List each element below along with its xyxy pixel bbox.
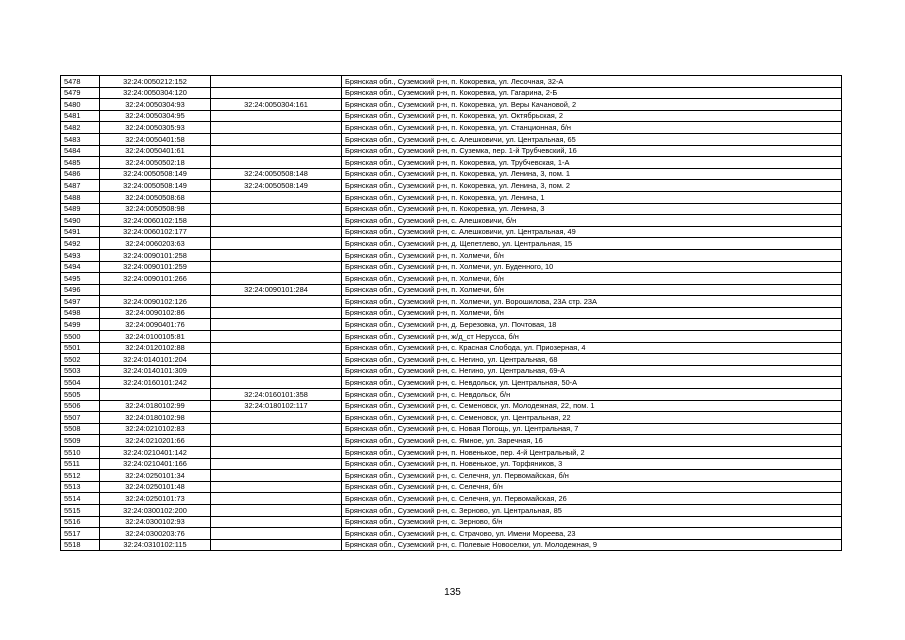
row-number-cell: 5503 bbox=[61, 365, 100, 377]
table-row bbox=[61, 307, 842, 319]
cadastral-number-cell: 32:24:0050508:149 bbox=[100, 180, 211, 192]
row-number-cell: 5484 bbox=[61, 145, 100, 157]
address-cell: Брянская обл., Суземский р-н, п. Холмечи, б/н bbox=[342, 249, 842, 261]
address-cell: Брянская обл., Суземский р-н, с. Полевые Новоселки, ул. Молодежная, 9 bbox=[342, 539, 842, 551]
address-cell: Брянская обл., Суземский р-н, с. Невдольск, б/н bbox=[342, 389, 842, 401]
row-number-cell: 5518 bbox=[61, 539, 100, 551]
address-cell: Брянская обл., Суземский р-н, с. Селечня, ул. Первомайская, 26 bbox=[342, 493, 842, 505]
cadastral-number-cell: 32:24:0300203:76 bbox=[100, 528, 211, 540]
linked-cadastral-number-cell bbox=[211, 76, 342, 88]
cadastral-number-cell: 32:24:0210102:83 bbox=[100, 423, 211, 435]
row-number-cell: 5500 bbox=[61, 331, 100, 343]
address-cell: Брянская обл., Суземский р-н, п. Кокоревка, ул. Ленина, 3, пом. 1 bbox=[342, 168, 842, 180]
address-cell: Брянская обл., Суземский р-н, п. Кокоревка, ул. Ленина, 1 bbox=[342, 191, 842, 203]
address-cell: Брянская обл., Суземский р-н, с. Семеновск, ул. Молодежная, 22, пом. 1 bbox=[342, 400, 842, 412]
row-number-cell: 5511 bbox=[61, 458, 100, 470]
linked-cadastral-number-cell bbox=[211, 307, 342, 319]
linked-cadastral-number-cell bbox=[211, 470, 342, 482]
cadastral-number-cell: 32:24:0050508:98 bbox=[100, 203, 211, 215]
linked-cadastral-number-cell bbox=[211, 133, 342, 145]
address-cell: Брянская обл., Суземский р-н, п. Кокоревка, ул. Гагарина, 2-Б bbox=[342, 87, 842, 99]
row-number-cell: 5483 bbox=[61, 133, 100, 145]
table-row bbox=[61, 319, 842, 331]
property-table-body bbox=[61, 76, 842, 551]
cadastral-number-cell: 32:24:0210401:166 bbox=[100, 458, 211, 470]
linked-cadastral-number-cell bbox=[211, 377, 342, 389]
address-cell: Брянская обл., Суземский р-н, д. Щепетлево, ул. Центральная, 15 bbox=[342, 238, 842, 250]
address-cell: Брянская обл., Суземский р-н, с. Негино, ул. Центральная, 69-А bbox=[342, 365, 842, 377]
linked-cadastral-number-cell bbox=[211, 122, 342, 134]
linked-cadastral-number-cell bbox=[211, 145, 342, 157]
linked-cadastral-number-cell bbox=[211, 342, 342, 354]
table-row bbox=[61, 354, 842, 366]
linked-cadastral-number-cell bbox=[211, 157, 342, 169]
table-row bbox=[61, 76, 842, 88]
address-cell: Брянская обл., Суземский р-н, с. Семеновск, ул. Центральная, 22 bbox=[342, 412, 842, 424]
row-number-cell: 5487 bbox=[61, 180, 100, 192]
table-row bbox=[61, 528, 842, 540]
row-number-cell: 5489 bbox=[61, 203, 100, 215]
linked-cadastral-number-cell bbox=[211, 423, 342, 435]
table-row bbox=[61, 145, 842, 157]
row-number-cell: 5506 bbox=[61, 400, 100, 412]
table-row bbox=[61, 470, 842, 482]
table-row bbox=[61, 133, 842, 145]
table-row bbox=[61, 191, 842, 203]
row-number-cell: 5515 bbox=[61, 504, 100, 516]
row-number-cell: 5510 bbox=[61, 447, 100, 459]
address-cell: Брянская обл., Суземский р-н, с. Зерново, б/н bbox=[342, 516, 842, 528]
row-number-cell: 5488 bbox=[61, 191, 100, 203]
cadastral-number-cell: 32:24:0300102:93 bbox=[100, 516, 211, 528]
table-row bbox=[61, 168, 842, 180]
linked-cadastral-number-cell bbox=[211, 458, 342, 470]
address-cell: Брянская обл., Суземский р-н, п. Холмечи, ул. Буденного, 10 bbox=[342, 261, 842, 273]
cadastral-number-cell: 32:24:0050401:61 bbox=[100, 145, 211, 157]
address-cell: Брянская обл., Суземский р-н, п. Кокоревка, ул. Ленина, 3 bbox=[342, 203, 842, 215]
table-row bbox=[61, 377, 842, 389]
row-number-cell: 5478 bbox=[61, 76, 100, 88]
linked-cadastral-number-cell bbox=[211, 249, 342, 261]
cadastral-number-cell: 32:24:0050212:152 bbox=[100, 76, 211, 88]
row-number-cell: 5504 bbox=[61, 377, 100, 389]
address-cell: Брянская обл., Суземский р-н, п. Кокоревка, ул. Станционная, б/н bbox=[342, 122, 842, 134]
cadastral-number-cell bbox=[100, 284, 211, 296]
address-cell: Брянская обл., Суземский р-н, с. Алешковичи, ул. Центральная, 65 bbox=[342, 133, 842, 145]
address-cell: Брянская обл., Суземский р-н, п. Новенькое, ул. Торфяников, 3 bbox=[342, 458, 842, 470]
row-number-cell: 5482 bbox=[61, 122, 100, 134]
row-number-cell: 5491 bbox=[61, 226, 100, 238]
cadastral-number-cell: 32:24:0140101:309 bbox=[100, 365, 211, 377]
table-row bbox=[61, 458, 842, 470]
cadastral-number-cell: 32:24:0250101:34 bbox=[100, 470, 211, 482]
table-row bbox=[61, 504, 842, 516]
linked-cadastral-number-cell bbox=[211, 110, 342, 122]
address-cell: Брянская обл., Суземский р-н, п. Кокоревка, ул. Трубчевская, 1-А bbox=[342, 157, 842, 169]
linked-cadastral-number-cell bbox=[211, 87, 342, 99]
cadastral-number-cell: 32:24:0060102:158 bbox=[100, 215, 211, 227]
row-number-cell: 5513 bbox=[61, 481, 100, 493]
row-number-cell: 5490 bbox=[61, 215, 100, 227]
table-row bbox=[61, 412, 842, 424]
cadastral-number-cell: 32:24:0090101:259 bbox=[100, 261, 211, 273]
table-row bbox=[61, 435, 842, 447]
address-cell: Брянская обл., Суземский р-н, с. Селечня, ул. Первомайская, б/н bbox=[342, 470, 842, 482]
row-number-cell: 5493 bbox=[61, 249, 100, 261]
table-row bbox=[61, 203, 842, 215]
cadastral-number-cell: 32:24:0050305:93 bbox=[100, 122, 211, 134]
linked-cadastral-number-cell: 32:24:0090101:284 bbox=[211, 284, 342, 296]
address-cell: Брянская обл., Суземский р-н, с. Селечня, б/н bbox=[342, 481, 842, 493]
property-table bbox=[60, 75, 842, 551]
table-row bbox=[61, 493, 842, 505]
cadastral-number-cell: 32:24:0090102:126 bbox=[100, 296, 211, 308]
row-number-cell: 5485 bbox=[61, 157, 100, 169]
cadastral-number-cell: 32:24:0050304:93 bbox=[100, 99, 211, 111]
address-cell: Брянская обл., Суземский р-н, п. Кокоревка, ул. Лесочная, 32-А bbox=[342, 76, 842, 88]
table-row bbox=[61, 238, 842, 250]
address-cell: Брянская обл., Суземский р-н, п. Холмечи, б/н bbox=[342, 307, 842, 319]
row-number-cell: 5508 bbox=[61, 423, 100, 435]
cadastral-number-cell: 32:24:0120102:88 bbox=[100, 342, 211, 354]
linked-cadastral-number-cell bbox=[211, 331, 342, 343]
table-row bbox=[61, 516, 842, 528]
table-row bbox=[61, 296, 842, 308]
table-row bbox=[61, 249, 842, 261]
address-cell: Брянская обл., Суземский р-н, п. Кокоревка, ул. Ленина, 3, пом. 2 bbox=[342, 180, 842, 192]
cadastral-number-cell: 32:24:0090102:86 bbox=[100, 307, 211, 319]
linked-cadastral-number-cell bbox=[211, 261, 342, 273]
linked-cadastral-number-cell bbox=[211, 504, 342, 516]
row-number-cell: 5509 bbox=[61, 435, 100, 447]
address-cell: Брянская обл., Суземский р-н, п. Суземка, пер. 1-й Трубчевский, 16 bbox=[342, 145, 842, 157]
cadastral-number-cell: 32:24:0180102:98 bbox=[100, 412, 211, 424]
cadastral-number-cell: 32:24:0210401:142 bbox=[100, 447, 211, 459]
cadastral-number-cell: 32:24:0160101:242 bbox=[100, 377, 211, 389]
cadastral-number-cell: 32:24:0060102:177 bbox=[100, 226, 211, 238]
linked-cadastral-number-cell: 32:24:0180102:117 bbox=[211, 400, 342, 412]
row-number-cell: 5494 bbox=[61, 261, 100, 273]
linked-cadastral-number-cell bbox=[211, 273, 342, 285]
linked-cadastral-number-cell bbox=[211, 215, 342, 227]
address-cell: Брянская обл., Суземский р-н, с. Алешковичи, б/н bbox=[342, 215, 842, 227]
cadastral-number-cell: 32:24:0250101:48 bbox=[100, 481, 211, 493]
cadastral-number-cell: 32:24:0050502:18 bbox=[100, 157, 211, 169]
row-number-cell: 5480 bbox=[61, 99, 100, 111]
linked-cadastral-number-cell: 32:24:0050304:161 bbox=[211, 99, 342, 111]
cadastral-number-cell: 32:24:0140101:204 bbox=[100, 354, 211, 366]
linked-cadastral-number-cell bbox=[211, 447, 342, 459]
row-number-cell: 5497 bbox=[61, 296, 100, 308]
cadastral-number-cell: 32:24:0050304:95 bbox=[100, 110, 211, 122]
linked-cadastral-number-cell bbox=[211, 493, 342, 505]
linked-cadastral-number-cell bbox=[211, 238, 342, 250]
row-number-cell: 5495 bbox=[61, 273, 100, 285]
row-number-cell: 5514 bbox=[61, 493, 100, 505]
table-row bbox=[61, 180, 842, 192]
row-number-cell: 5516 bbox=[61, 516, 100, 528]
row-number-cell: 5479 bbox=[61, 87, 100, 99]
address-cell: Брянская обл., Суземский р-н, п. Холмечи, б/н bbox=[342, 273, 842, 285]
linked-cadastral-number-cell bbox=[211, 539, 342, 551]
cadastral-number-cell: 32:24:0250101:73 bbox=[100, 493, 211, 505]
linked-cadastral-number-cell: 32:24:0050508:148 bbox=[211, 168, 342, 180]
table-row bbox=[61, 342, 842, 354]
table-row bbox=[61, 226, 842, 238]
linked-cadastral-number-cell bbox=[211, 296, 342, 308]
table-row bbox=[61, 400, 842, 412]
row-number-cell: 5502 bbox=[61, 354, 100, 366]
address-cell: Брянская обл., Суземский р-н, с. Красная Слобода, ул. Приозерная, 4 bbox=[342, 342, 842, 354]
cadastral-number-cell: 32:24:0060203:63 bbox=[100, 238, 211, 250]
cadastral-number-cell bbox=[100, 389, 211, 401]
linked-cadastral-number-cell bbox=[211, 481, 342, 493]
row-number-cell: 5498 bbox=[61, 307, 100, 319]
table-row bbox=[61, 331, 842, 343]
table-row bbox=[61, 87, 842, 99]
cadastral-number-cell: 32:24:0050304:120 bbox=[100, 87, 211, 99]
row-number-cell: 5486 bbox=[61, 168, 100, 180]
linked-cadastral-number-cell: 32:24:0050508:149 bbox=[211, 180, 342, 192]
linked-cadastral-number-cell bbox=[211, 435, 342, 447]
table-row bbox=[61, 215, 842, 227]
address-cell: Брянская обл., Суземский р-н, п. Кокоревка, ул. Октябрьская, 2 bbox=[342, 110, 842, 122]
address-cell: Брянская обл., Суземский р-н, с. Невдольск, ул. Центральная, 50-А bbox=[342, 377, 842, 389]
address-cell: Брянская обл., Суземский р-н, ж/д_ст Нерусса, б/н bbox=[342, 331, 842, 343]
cadastral-number-cell: 32:24:0050508:68 bbox=[100, 191, 211, 203]
address-cell: Брянская обл., Суземский р-н, с. Зерново, ул. Центральная, 85 bbox=[342, 504, 842, 516]
linked-cadastral-number-cell bbox=[211, 191, 342, 203]
address-cell: Брянская обл., Суземский р-н, п. Холмечи, б/н bbox=[342, 284, 842, 296]
cadastral-number-cell: 32:24:0050508:149 bbox=[100, 168, 211, 180]
row-number-cell: 5517 bbox=[61, 528, 100, 540]
table-row bbox=[61, 447, 842, 459]
cadastral-number-cell: 32:24:0180102:99 bbox=[100, 400, 211, 412]
cadastral-number-cell: 32:24:0310102:115 bbox=[100, 539, 211, 551]
cadastral-number-cell: 32:24:0100105:81 bbox=[100, 331, 211, 343]
table-row bbox=[61, 261, 842, 273]
table-row bbox=[61, 365, 842, 377]
row-number-cell: 5501 bbox=[61, 342, 100, 354]
row-number-cell: 5512 bbox=[61, 470, 100, 482]
cadastral-number-cell: 32:24:0090401:76 bbox=[100, 319, 211, 331]
address-cell: Брянская обл., Суземский р-н, с. Новая Погощь, ул. Центральная, 7 bbox=[342, 423, 842, 435]
table-row bbox=[61, 481, 842, 493]
row-number-cell: 5481 bbox=[61, 110, 100, 122]
row-number-cell: 5499 bbox=[61, 319, 100, 331]
address-cell: Брянская обл., Суземский р-н, п. Холмечи, ул. Ворошилова, 23А стр. 23А bbox=[342, 296, 842, 308]
row-number-cell: 5496 bbox=[61, 284, 100, 296]
address-cell: Брянская обл., Суземский р-н, с. Негино, ул. Центральная, 68 bbox=[342, 354, 842, 366]
table-row bbox=[61, 423, 842, 435]
linked-cadastral-number-cell bbox=[211, 354, 342, 366]
address-cell: Брянская обл., Суземский р-н, с. Ямное, ул. Заречная, 16 bbox=[342, 435, 842, 447]
table-row bbox=[61, 157, 842, 169]
cadastral-number-cell: 32:24:0300102:200 bbox=[100, 504, 211, 516]
table-row bbox=[61, 539, 842, 551]
linked-cadastral-number-cell bbox=[211, 203, 342, 215]
table-row bbox=[61, 389, 842, 401]
linked-cadastral-number-cell bbox=[211, 365, 342, 377]
address-cell: Брянская обл., Суземский р-н, п. Кокоревка, ул. Веры Качановой, 2 bbox=[342, 99, 842, 111]
table-row bbox=[61, 284, 842, 296]
address-cell: Брянская обл., Суземский р-н, п. Новенькое, пер. 4-й Центральный, 2 bbox=[342, 447, 842, 459]
table-row bbox=[61, 110, 842, 122]
table-row bbox=[61, 122, 842, 134]
cadastral-number-cell: 32:24:0090101:266 bbox=[100, 273, 211, 285]
linked-cadastral-number-cell bbox=[211, 319, 342, 331]
page-number: 135 bbox=[444, 587, 461, 598]
linked-cadastral-number-cell bbox=[211, 516, 342, 528]
table-row bbox=[61, 273, 842, 285]
table-row bbox=[61, 99, 842, 111]
linked-cadastral-number-cell: 32:24:0160101:358 bbox=[211, 389, 342, 401]
address-cell: Брянская обл., Суземский р-н, д. Березовка, ул. Почтовая, 18 bbox=[342, 319, 842, 331]
row-number-cell: 5505 bbox=[61, 389, 100, 401]
address-cell: Брянская обл., Суземский р-н, с. Страчово, ул. Имени Мореева, 23 bbox=[342, 528, 842, 540]
address-cell: Брянская обл., Суземский р-н, с. Алешковичи, ул. Центральная, 49 bbox=[342, 226, 842, 238]
cadastral-number-cell: 32:24:0050401:58 bbox=[100, 133, 211, 145]
row-number-cell: 5492 bbox=[61, 238, 100, 250]
row-number-cell: 5507 bbox=[61, 412, 100, 424]
cadastral-number-cell: 32:24:0210201:66 bbox=[100, 435, 211, 447]
linked-cadastral-number-cell bbox=[211, 528, 342, 540]
linked-cadastral-number-cell bbox=[211, 226, 342, 238]
linked-cadastral-number-cell bbox=[211, 412, 342, 424]
cadastral-number-cell: 32:24:0090101:258 bbox=[100, 249, 211, 261]
